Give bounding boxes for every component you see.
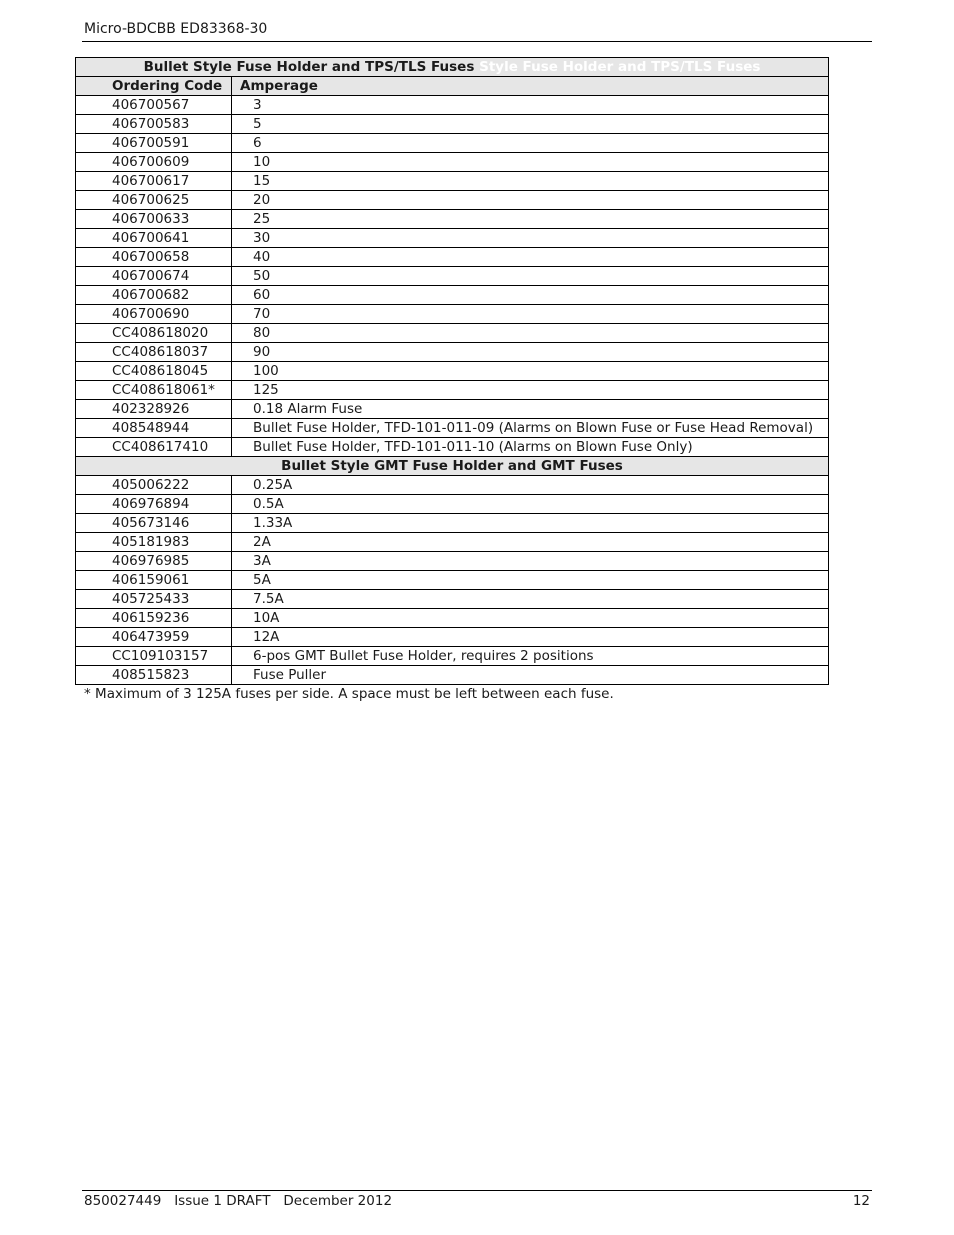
table-row: [76, 248, 829, 267]
ordering-code-cell: 406700641: [76, 229, 232, 248]
table-row: [76, 476, 829, 495]
table-row: [76, 324, 829, 343]
section-title: Bullet Style GMT Fuse Holder and GMT Fuses: [76, 457, 829, 476]
table-row: [76, 552, 829, 571]
column-header-amperage: Amperage: [232, 77, 829, 96]
ordering-code-cell: 406700591: [76, 134, 232, 153]
ordering-code-cell: 408515823: [76, 666, 232, 685]
table-row: [76, 172, 829, 191]
ordering-code-cell: 406700682: [76, 286, 232, 305]
ordering-code-cell: 405725433: [76, 590, 232, 609]
amperage-cell: 90: [232, 343, 829, 362]
ordering-code-cell: 406700658: [76, 248, 232, 267]
ordering-code-cell: 406700583: [76, 115, 232, 134]
ordering-code-cell: 408548944: [76, 419, 232, 438]
amperage-cell: 50: [232, 267, 829, 286]
table-row: [76, 305, 829, 324]
ordering-code-cell: 406700567: [76, 96, 232, 115]
table-row: [76, 400, 829, 419]
ordering-code-cell: 406159236: [76, 609, 232, 628]
ordering-code-cell: CC408618020: [76, 324, 232, 343]
amperage-cell: 70: [232, 305, 829, 324]
amperage-cell: 10: [232, 153, 829, 172]
header-divider: [82, 41, 872, 42]
amperage-cell: 12A: [232, 628, 829, 647]
amperage-cell: 125: [232, 381, 829, 400]
table-row: [76, 514, 829, 533]
ordering-code-cell: 406700617: [76, 172, 232, 191]
table-row: [76, 267, 829, 286]
ordering-code-cell: 406700625: [76, 191, 232, 210]
fuse-ordering-table: [75, 57, 829, 685]
section-title-ghost-text: Style Fuse Holder and TPS/TLS Fuses: [479, 58, 761, 75]
amperage-cell: 15: [232, 172, 829, 191]
ordering-code-cell: 406700633: [76, 210, 232, 229]
table-row: [76, 210, 829, 229]
amperage-cell: 40: [232, 248, 829, 267]
ordering-code-cell: CC408618037: [76, 343, 232, 362]
ordering-code-cell: 406700609: [76, 153, 232, 172]
ordering-code-cell: CC109103157: [76, 647, 232, 666]
amperage-cell: 60: [232, 286, 829, 305]
section-title: Bullet Style Fuse Holder and TPS/TLS Fuses: [143, 58, 475, 75]
table-row: [76, 343, 829, 362]
table-row: [76, 96, 829, 115]
amperage-cell: 25: [232, 210, 829, 229]
amperage-cell: 5: [232, 115, 829, 134]
amperage-cell: 2A: [232, 533, 829, 552]
ordering-code-cell: 406159061: [76, 571, 232, 590]
table-row: [76, 381, 829, 400]
table-row: [76, 419, 829, 438]
ordering-code-cell: 402328926: [76, 400, 232, 419]
ordering-code-cell: CC408617410: [76, 438, 232, 457]
amperage-cell: 20: [232, 191, 829, 210]
amperage-cell: 100: [232, 362, 829, 381]
table-row: [76, 286, 829, 305]
ordering-code-cell: 406700674: [76, 267, 232, 286]
footnote: * Maximum of 3 125A fuses per side. A space must be left between each fuse.: [84, 686, 614, 702]
amperage-cell: 10A: [232, 609, 829, 628]
table-row: [76, 191, 829, 210]
amperage-cell: 3A: [232, 552, 829, 571]
ordering-code-cell: 405006222: [76, 476, 232, 495]
amperage-cell: 6-pos GMT Bullet Fuse Holder, requires 2 positions: [232, 647, 829, 666]
table-row: [76, 153, 829, 172]
ordering-code-cell: 406700690: [76, 305, 232, 324]
section-header-gmt: [76, 457, 829, 476]
table-row: [76, 533, 829, 552]
table-row: [76, 571, 829, 590]
amperage-cell: 3: [232, 96, 829, 115]
amperage-cell: Fuse Puller: [232, 666, 829, 685]
table-row: [76, 647, 829, 666]
footer-date: December 2012: [283, 1193, 393, 1209]
page-header-title: Micro-BDCBB ED83368-30: [84, 21, 268, 37]
amperage-cell: 80: [232, 324, 829, 343]
amperage-cell: 0.18 Alarm Fuse: [232, 400, 829, 419]
ordering-code-cell: CC408618045: [76, 362, 232, 381]
amperage-cell: 30: [232, 229, 829, 248]
amperage-cell: 0.25A: [232, 476, 829, 495]
table-row: [76, 495, 829, 514]
amperage-cell: 1.33A: [232, 514, 829, 533]
section-header-tps-tls: [76, 58, 829, 77]
ordering-code-cell: 405673146: [76, 514, 232, 533]
amperage-cell: 5A: [232, 571, 829, 590]
table-row: [76, 134, 829, 153]
amperage-cell: 0.5A: [232, 495, 829, 514]
table-row: [76, 666, 829, 685]
ordering-code-cell: 405181983: [76, 533, 232, 552]
ordering-code-cell: 406473959: [76, 628, 232, 647]
column-header-ordering-code: Ordering Code: [76, 77, 232, 96]
table-row: [76, 362, 829, 381]
ordering-code-cell: CC408618061*: [76, 381, 232, 400]
ordering-code-cell: 406976894: [76, 495, 232, 514]
amperage-cell: Bullet Fuse Holder, TFD-101-011-10 (Alarms on Blown Fuse Only): [232, 438, 829, 457]
footer-doc-number: 850027449: [84, 1193, 162, 1209]
table-row: [76, 115, 829, 134]
table-row: [76, 590, 829, 609]
footer-issue: Issue 1 DRAFT: [174, 1193, 271, 1209]
footer-page-number: 12: [852, 1193, 870, 1209]
amperage-cell: 7.5A: [232, 590, 829, 609]
section-title-cell: [76, 58, 829, 77]
table-row: [76, 628, 829, 647]
table-row: [76, 229, 829, 248]
table-row: [76, 609, 829, 628]
table-row: [76, 438, 829, 457]
amperage-cell: 6: [232, 134, 829, 153]
amperage-cell: Bullet Fuse Holder, TFD-101-011-09 (Alarms on Blown Fuse or Fuse Head Removal): [232, 419, 829, 438]
ordering-code-cell: 406976985: [76, 552, 232, 571]
footer-doc-info: [84, 1193, 392, 1209]
footer-divider: [82, 1190, 872, 1191]
column-header-row: [76, 77, 829, 96]
